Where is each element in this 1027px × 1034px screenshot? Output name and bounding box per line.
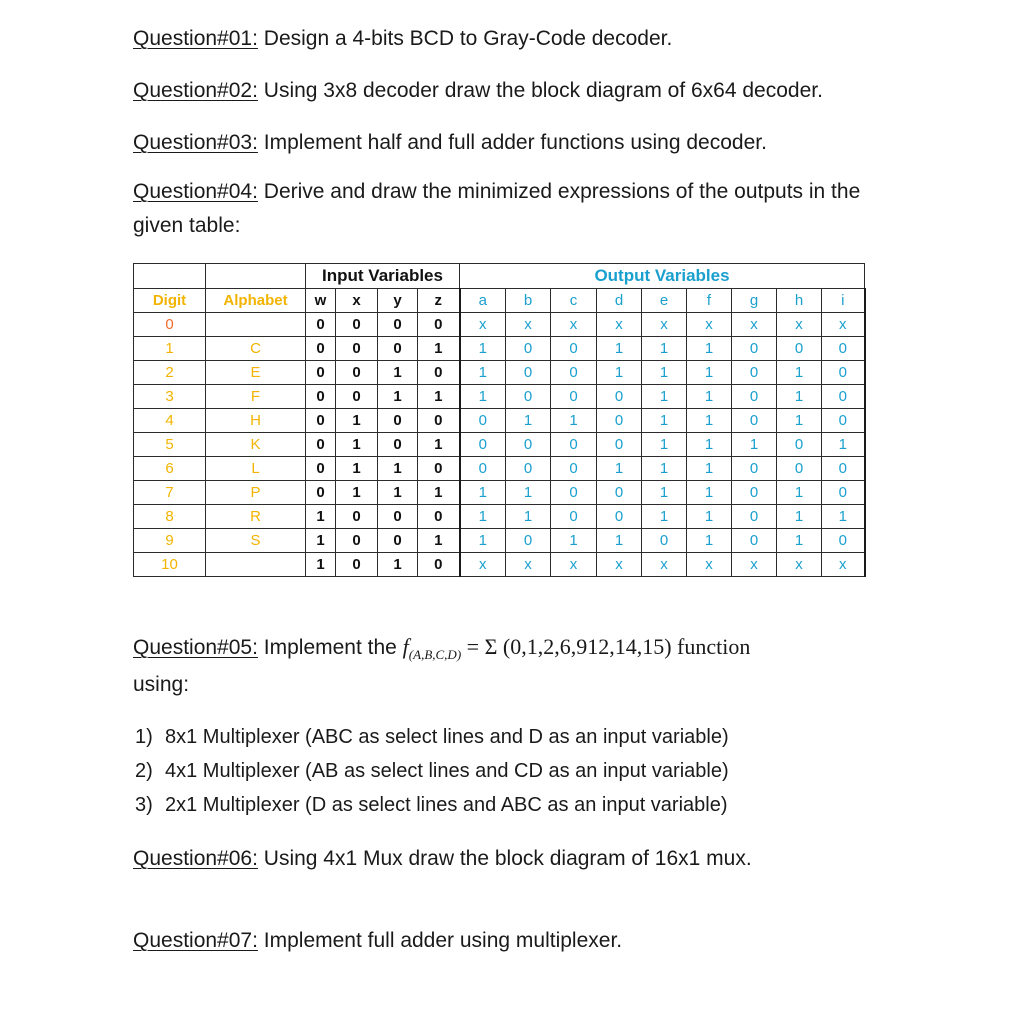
- output-cell: 1: [597, 361, 642, 385]
- output-cell: 0: [506, 433, 551, 457]
- input-cell: 1: [378, 481, 418, 505]
- question-1-label: Question#01:: [133, 27, 258, 50]
- output-cell: x: [642, 553, 687, 577]
- table-row: [134, 385, 865, 409]
- input-cell: 1: [306, 553, 336, 577]
- output-cell: 0: [732, 481, 777, 505]
- table-row: [134, 481, 865, 505]
- output-cell: 0: [642, 529, 687, 553]
- input-cell: 0: [336, 337, 378, 361]
- digit-cell: 9: [134, 529, 206, 553]
- output-cell: x: [551, 553, 597, 577]
- output-cell: 0: [822, 337, 865, 361]
- mux-list: [133, 720, 729, 822]
- output-cell: 1: [687, 337, 732, 361]
- output-cell: 1: [687, 505, 732, 529]
- output-cell: 0: [777, 457, 822, 481]
- list-item-text: 8x1 Multiplexer (ABC as select lines and D as an input variable): [165, 726, 729, 748]
- output-cell: 0: [777, 433, 822, 457]
- input-cell: 1: [336, 433, 378, 457]
- input-cell: 0: [378, 337, 418, 361]
- output-cell: 0: [551, 337, 597, 361]
- output-cell: 0: [822, 529, 865, 553]
- function-sum: = Σ (0,1,2,6,912,14,15) function: [461, 634, 751, 659]
- output-cell: 1: [777, 385, 822, 409]
- output-cell: x: [506, 313, 551, 337]
- table-row: [134, 553, 865, 577]
- output-cell: x: [732, 313, 777, 337]
- table-row: [134, 433, 865, 457]
- digit-cell: 7: [134, 481, 206, 505]
- input-cell: 0: [306, 457, 336, 481]
- output-cell: 0: [506, 529, 551, 553]
- digit-cell: 2: [134, 361, 206, 385]
- output-cell: 1: [777, 505, 822, 529]
- output-header-a: a: [460, 289, 506, 313]
- input-cell: 0: [306, 481, 336, 505]
- input-cell: 0: [336, 553, 378, 577]
- question-4-text: Derive and draw the minimized expressions of the outputs in the given table:: [133, 180, 861, 237]
- table-row: [134, 457, 865, 481]
- output-cell: x: [822, 313, 865, 337]
- output-cell: x: [506, 553, 551, 577]
- output-cell: 1: [642, 409, 687, 433]
- table-row: [134, 409, 865, 433]
- output-header-e: e: [642, 289, 687, 313]
- question-6-label: Question#06:: [133, 847, 258, 870]
- output-cell: 1: [687, 529, 732, 553]
- output-cell: 0: [822, 481, 865, 505]
- question-5-tail: using:: [133, 673, 190, 696]
- question-3: [133, 126, 767, 160]
- input-cell: 0: [418, 361, 460, 385]
- question-4: [133, 175, 903, 243]
- input-cell: 0: [336, 385, 378, 409]
- input-cell: 1: [306, 505, 336, 529]
- input-cell: 0: [336, 361, 378, 385]
- output-cell: 1: [777, 409, 822, 433]
- digit-cell: 10: [134, 553, 206, 577]
- function-expression: [402, 634, 751, 662]
- output-cell: 0: [506, 337, 551, 361]
- input-cell: 1: [378, 553, 418, 577]
- input-cell: 0: [418, 505, 460, 529]
- output-cell: 0: [732, 529, 777, 553]
- output-cell: 1: [642, 433, 687, 457]
- output-header-i: i: [822, 289, 865, 313]
- alphabet-cell: K: [206, 433, 306, 457]
- input-cell: 1: [336, 457, 378, 481]
- input-cell: 0: [418, 313, 460, 337]
- alphabet-cell: [206, 313, 306, 337]
- output-cell: 0: [597, 433, 642, 457]
- output-cell: 0: [551, 361, 597, 385]
- table-row: [134, 361, 865, 385]
- input-cell: 0: [418, 409, 460, 433]
- output-header-c: c: [551, 289, 597, 313]
- output-cell: 1: [687, 457, 732, 481]
- input-cell: 0: [378, 433, 418, 457]
- digit-header: Digit: [134, 289, 206, 313]
- table-row: [134, 313, 865, 337]
- output-cell: 0: [506, 361, 551, 385]
- alphabet-cell: P: [206, 481, 306, 505]
- list-item: [133, 788, 729, 822]
- question-5-pre: Implement the: [257, 636, 403, 659]
- function-args: (A,B,C,D): [408, 647, 462, 662]
- output-cell: 1: [597, 529, 642, 553]
- question-2-text: Using 3x8 decoder draw the block diagram of 6x64 decoder.: [257, 79, 823, 102]
- output-cell: 1: [642, 457, 687, 481]
- alphabet-cell: H: [206, 409, 306, 433]
- output-cell: 0: [460, 433, 506, 457]
- digit-cell: 6: [134, 457, 206, 481]
- input-cell: 0: [336, 529, 378, 553]
- input-cell: 0: [306, 433, 336, 457]
- output-cell: x: [732, 553, 777, 577]
- digit-cell: 4: [134, 409, 206, 433]
- output-cell: 1: [777, 529, 822, 553]
- output-header-f: f: [687, 289, 732, 313]
- input-cell: 0: [306, 361, 336, 385]
- output-cell: x: [597, 553, 642, 577]
- output-cell: 1: [460, 337, 506, 361]
- output-cell: 0: [551, 481, 597, 505]
- input-cell: 1: [418, 433, 460, 457]
- column-header-row: [134, 289, 865, 313]
- digit-cell: 8: [134, 505, 206, 529]
- output-variables-header: Output Variables: [460, 264, 865, 289]
- question-2-label: Question#02:: [133, 79, 258, 102]
- question-3-text: Implement half and full adder functions using decoder.: [257, 131, 767, 154]
- question-1: [133, 22, 672, 56]
- output-cell: 0: [732, 505, 777, 529]
- output-cell: x: [777, 553, 822, 577]
- input-cell: 1: [336, 481, 378, 505]
- function-symbol: f: [402, 634, 409, 659]
- output-cell: 0: [597, 409, 642, 433]
- alphabet-cell: L: [206, 457, 306, 481]
- input-cell: 1: [418, 529, 460, 553]
- input-cell: 0: [306, 313, 336, 337]
- output-cell: 1: [460, 361, 506, 385]
- output-cell: 1: [597, 457, 642, 481]
- output-cell: 0: [732, 361, 777, 385]
- question-7-label: Question#07:: [133, 929, 258, 952]
- alphabet-cell: [206, 553, 306, 577]
- digit-cell: 5: [134, 433, 206, 457]
- output-cell: 1: [460, 529, 506, 553]
- output-cell: 1: [687, 433, 732, 457]
- output-cell: 1: [822, 433, 865, 457]
- output-cell: 0: [732, 385, 777, 409]
- input-variables-header: Input Variables: [306, 264, 460, 289]
- alphabet-cell: C: [206, 337, 306, 361]
- output-cell: 0: [597, 481, 642, 505]
- output-cell: 1: [732, 433, 777, 457]
- output-cell: 0: [506, 457, 551, 481]
- input-cell: 1: [378, 385, 418, 409]
- output-cell: 0: [822, 457, 865, 481]
- output-cell: 0: [460, 409, 506, 433]
- output-header-d: d: [597, 289, 642, 313]
- truth-table: [133, 263, 866, 577]
- input-cell: 1: [418, 385, 460, 409]
- question-7: [133, 924, 622, 958]
- output-cell: 0: [551, 433, 597, 457]
- list-item-text: 4x1 Multiplexer (AB as select lines and CD as an input variable): [165, 760, 729, 782]
- output-cell: 1: [642, 481, 687, 505]
- output-cell: x: [822, 553, 865, 577]
- output-cell: 0: [777, 337, 822, 361]
- output-cell: 1: [551, 409, 597, 433]
- input-header-y: y: [378, 289, 418, 313]
- empty-cell: [134, 264, 206, 289]
- output-cell: 1: [642, 505, 687, 529]
- output-header-h: h: [777, 289, 822, 313]
- output-cell: 1: [460, 505, 506, 529]
- question-5-label: Question#05:: [133, 636, 258, 659]
- output-cell: x: [777, 313, 822, 337]
- table-row: [134, 337, 865, 361]
- output-cell: 0: [597, 385, 642, 409]
- output-cell: 1: [642, 337, 687, 361]
- input-header-x: x: [336, 289, 378, 313]
- output-cell: 0: [822, 409, 865, 433]
- output-cell: 1: [460, 481, 506, 505]
- list-item-text: 2x1 Multiplexer (D as select lines and ABC as an input variable): [165, 794, 728, 816]
- output-cell: 0: [460, 457, 506, 481]
- output-cell: 1: [642, 361, 687, 385]
- alphabet-cell: R: [206, 505, 306, 529]
- input-cell: 0: [378, 313, 418, 337]
- list-item: [133, 754, 729, 788]
- output-cell: 1: [597, 337, 642, 361]
- output-cell: 1: [687, 385, 732, 409]
- output-cell: x: [460, 313, 506, 337]
- output-cell: 1: [506, 481, 551, 505]
- input-cell: 1: [418, 337, 460, 361]
- question-5: [133, 630, 895, 672]
- input-cell: 1: [306, 529, 336, 553]
- list-item-number: 3): [135, 794, 153, 816]
- output-cell: 0: [822, 385, 865, 409]
- question-3-label: Question#03:: [133, 131, 258, 154]
- alphabet-header: Alphabet: [206, 289, 306, 313]
- output-cell: 0: [551, 505, 597, 529]
- output-cell: 1: [822, 505, 865, 529]
- input-cell: 0: [306, 385, 336, 409]
- input-cell: 0: [418, 457, 460, 481]
- alphabet-cell: E: [206, 361, 306, 385]
- question-7-text: Implement full adder using multiplexer.: [257, 929, 623, 952]
- question-6-text: Using 4x1 Mux draw the block diagram of 16x1 mux.: [257, 847, 752, 870]
- output-cell: 0: [551, 385, 597, 409]
- input-cell: 0: [378, 505, 418, 529]
- output-cell: 0: [822, 361, 865, 385]
- input-cell: 0: [336, 313, 378, 337]
- question-1-text: Design a 4-bits BCD to Gray-Code decoder.: [257, 27, 673, 50]
- output-cell: x: [687, 313, 732, 337]
- output-cell: 0: [597, 505, 642, 529]
- digit-cell: 3: [134, 385, 206, 409]
- output-cell: 1: [642, 385, 687, 409]
- output-cell: 1: [506, 505, 551, 529]
- output-cell: 1: [777, 481, 822, 505]
- output-cell: x: [687, 553, 732, 577]
- output-cell: x: [642, 313, 687, 337]
- output-header-g: g: [732, 289, 777, 313]
- empty-cell: [206, 264, 306, 289]
- output-cell: 0: [732, 337, 777, 361]
- output-header-b: b: [506, 289, 551, 313]
- alphabet-cell: S: [206, 529, 306, 553]
- alphabet-cell: F: [206, 385, 306, 409]
- digit-cell: 0: [134, 313, 206, 337]
- output-cell: x: [551, 313, 597, 337]
- output-cell: 1: [687, 361, 732, 385]
- output-cell: 0: [732, 409, 777, 433]
- output-cell: 1: [551, 529, 597, 553]
- output-cell: 1: [777, 361, 822, 385]
- question-4-label: Question#04:: [133, 180, 258, 203]
- table-row: [134, 529, 865, 553]
- input-cell: 1: [418, 481, 460, 505]
- question-6: [133, 842, 752, 876]
- input-cell: 0: [378, 529, 418, 553]
- output-cell: 0: [506, 385, 551, 409]
- input-cell: 1: [336, 409, 378, 433]
- output-cell: 1: [687, 409, 732, 433]
- output-cell: 0: [551, 457, 597, 481]
- input-cell: 0: [306, 337, 336, 361]
- input-header-z: z: [418, 289, 460, 313]
- input-header-w: w: [306, 289, 336, 313]
- input-cell: 0: [336, 505, 378, 529]
- input-cell: 0: [306, 409, 336, 433]
- input-cell: 0: [378, 409, 418, 433]
- output-cell: 1: [506, 409, 551, 433]
- list-item-number: 2): [135, 760, 153, 782]
- table-row: [134, 505, 865, 529]
- list-item-number: 1): [135, 726, 153, 748]
- output-cell: x: [597, 313, 642, 337]
- list-item: [133, 720, 729, 754]
- group-header-row: [134, 264, 865, 289]
- output-cell: 1: [687, 481, 732, 505]
- output-cell: 0: [732, 457, 777, 481]
- digit-cell: 1: [134, 337, 206, 361]
- output-cell: 1: [460, 385, 506, 409]
- output-cell: x: [460, 553, 506, 577]
- input-cell: 0: [418, 553, 460, 577]
- input-cell: 1: [378, 457, 418, 481]
- question-2: [133, 74, 823, 108]
- input-cell: 1: [378, 361, 418, 385]
